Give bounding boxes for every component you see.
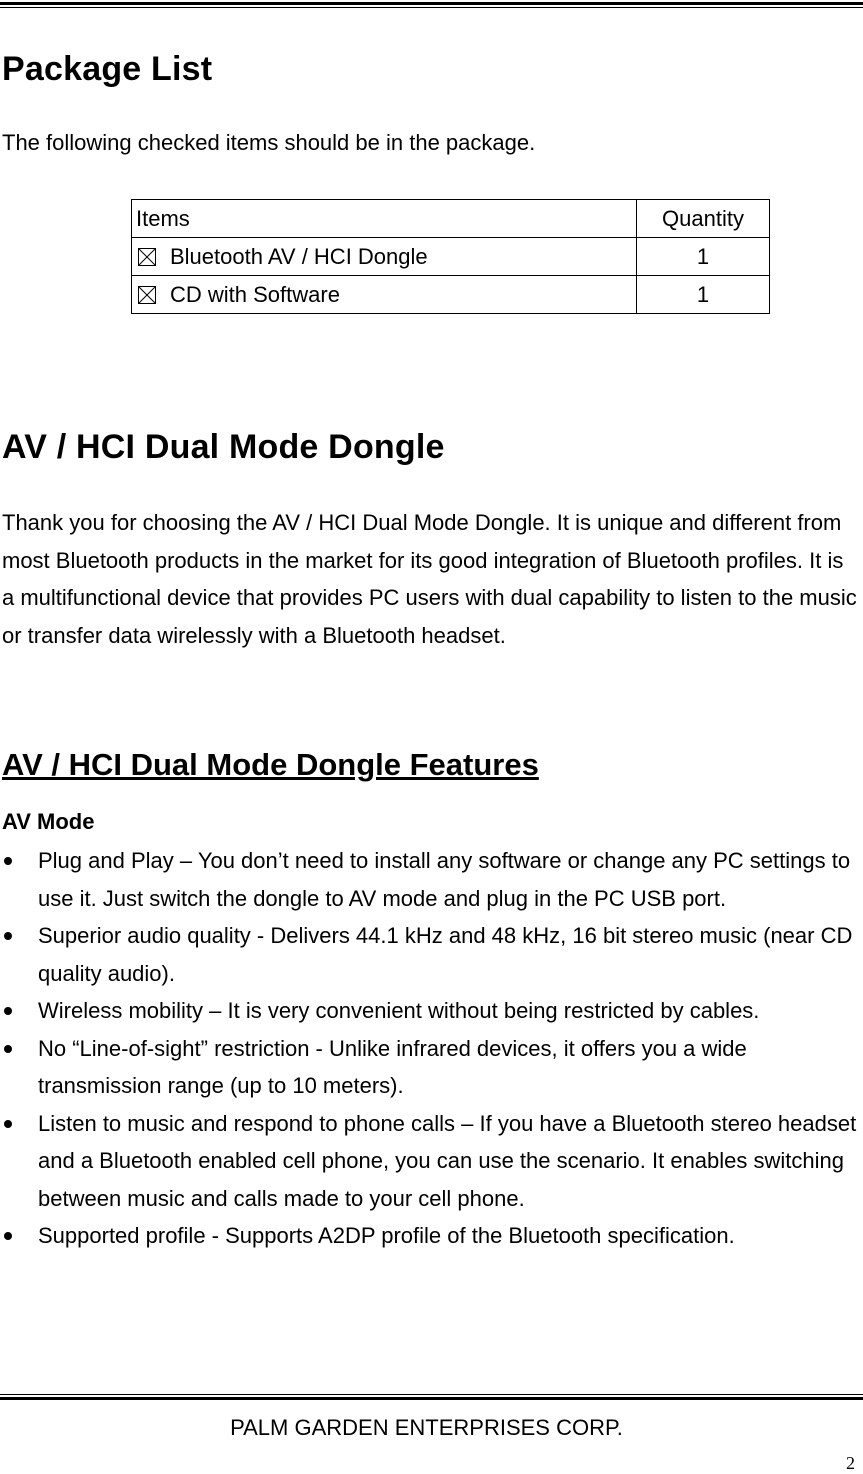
checked-box-icon [138,286,156,304]
table-row [132,276,770,314]
list-item [0,1105,858,1218]
features-list [0,842,858,1255]
item-cell [132,276,637,314]
footer-company: PALM GARDEN ENTERPRISES CORP. [230,1415,623,1440]
table-header-row [132,200,770,238]
package-list-title: Package List [2,50,213,88]
item-name: Bluetooth AV / HCI Dongle [170,243,428,269]
bullet-icon [4,1232,12,1240]
feature-text: Supported profile - Supports A2DP profile of the Bluetooth specification. [38,1223,735,1248]
feature-text: Wireless mobility – It is very convenient without being restricted by cables. [38,998,760,1023]
page-number: 2 [846,1453,855,1473]
feature-text: Listen to music and respond to phone calls – If you have a Bluetooth stereo headset and a Bluetooth enabled cell phone, you can use the scenario. It enables switching between music and calls made to your cell phone. [38,1110,857,1211]
features-title: AV / HCI Dual Mode Dongle Features [2,747,539,782]
av-mode-subhead: AV Mode [2,809,95,834]
feature-text: No “Line-of-sight” restriction - Unlike infrared devices, it offers you a wide transmission range (up to 10 meters). [38,1035,747,1098]
top-rule [0,2,863,8]
bullet-icon [4,932,12,940]
package-list-intro: The following checked items should be in the package. [2,130,536,155]
quantity-cell: 1 [637,238,770,276]
dongle-description: Thank you for choosing the AV / HCI Dual Mode Dongle. It is unique and different from most Bluetooth products in the market for its good integration of Bluetooth profiles. It is a multifunctional device that provides PC users with dual capability to listen to the music or transfer data wirelessly with a Bluetooth headset. [2,510,857,648]
package-table [131,199,770,314]
bullet-icon [4,1120,12,1128]
quantity-header: Quantity [637,200,770,238]
bullet-icon [4,857,12,865]
list-item [0,917,858,992]
list-item [0,1217,858,1255]
bullet-icon [4,1045,12,1053]
bottom-rule [0,1394,863,1400]
list-item [0,1030,858,1105]
feature-text: Plug and Play – You don’t need to install any software or change any PC settings to use it. Just switch the dongle to AV mode and plug in the PC USB port. [38,848,851,911]
dongle-title: AV / HCI Dual Mode Dongle [2,428,445,466]
bullet-icon [4,1007,12,1015]
items-header: Items [132,200,637,238]
list-item [0,992,858,1030]
feature-text: Superior audio quality - Delivers 44.1 kHz and 48 kHz, 16 bit stereo music (near CD quality audio). [38,923,853,986]
item-cell [132,238,637,276]
quantity-cell: 1 [637,276,770,314]
checked-box-icon [138,248,156,266]
list-item [0,842,858,917]
table-row [132,238,770,276]
item-name: CD with Software [170,281,340,307]
